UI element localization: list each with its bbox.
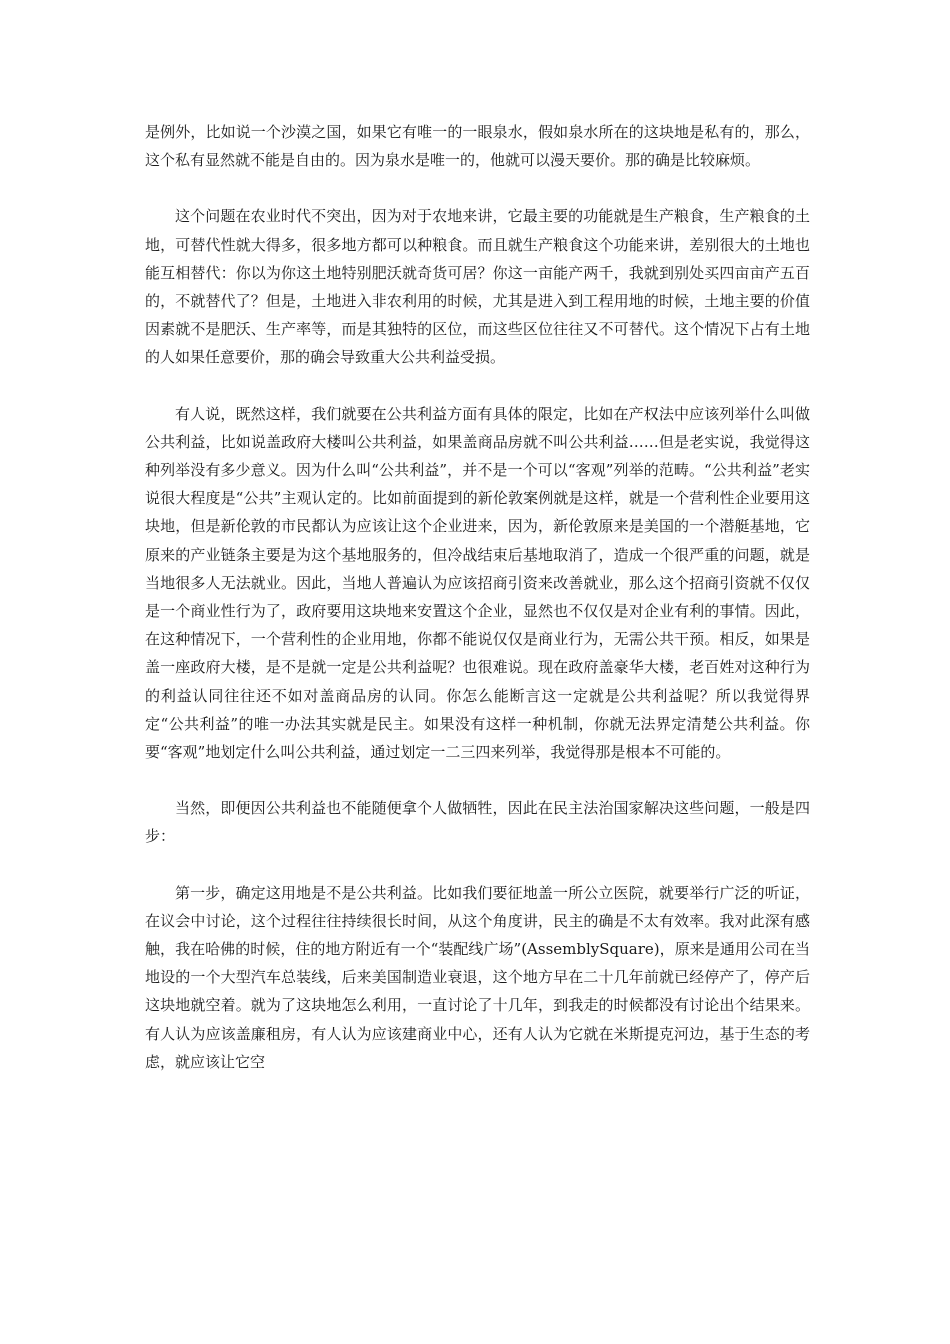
paragraph-1: 是例外，比如说一个沙漠之国，如果它有唯一的一眼泉水，假如泉水所在的这块地是私有的，那么，这个私有显然就不能是自由的。因为泉水是唯一的，他就可以漫天要价。那的确是比较麻烦。 (145, 123, 810, 170)
paragraph-5: 第一步，确定这用地是不是公共利益。比如我们要征地盖一所公立医院，就要举行广泛的听证，在议会中讨论，这个过程往往持续很长时间，从这个角度讲，民主的确是不太有效率。我对此深有感触，我在哈佛的时候，住的地方附近有一个“装配线广场”(AssemblySquare)，原来是通用公司在当地设的一个大型汽车总装线，后来美国制造业衰退，这个地方早在二十几年前就已经停产了，停产后这块地就空着。就为了这块地怎么利用，一直讨论了十几年，到我走的时候都没有讨论出个结果来。有人认为应该盖廉租房，有人认为应该建商业中心，还有人认为它就在米斯提克河边，基于生态的考虑，就应该让它空 (145, 883, 810, 1071)
document-page (145, 118, 810, 1076)
paragraph-4: 当然，即便因公共利益也不能随便拿个人做牺牲，因此在民主法治国家解决这些问题，一般是四步： (145, 799, 810, 846)
paragraph-2: 这个问题在农业时代不突出，因为对于农地来讲，它最主要的功能就是生产粮食，生产粮食的土地，可替代性就大得多，很多地方都可以种粮食。而且就生产粮食这个功能来讲，差别很大的土地也能互相替代：你以为你这土地特别肥沃就奇货可居？你这一亩能产两千，我就到别处买四亩亩产五百的，不就替代了？但是，土地进入非农利用的时候，尤其是进入到工程用地的时候，土地主要的价值因素就不是肥沃、生产率等，而是其独特的区位，而这些区位往往又不可替代。这个情况下占有土地的人如果任意要价，那的确会导致重大公共利益受损。 (145, 207, 810, 367)
paragraph-3: 有人说，既然这样，我们就要在公共利益方面有具体的限定，比如在产权法中应该列举什么叫做公共利益，比如说盖政府大楼叫公共利益，如果盖商品房就不叫公共利益……但是老实说，我觉得这种列举没有多少意义。因为什么叫“公共利益”，并不是一个可以“客观”列举的范畴。“公共利益”老实说很大程度是“公共”主观认定的。比如前面提到的新伦敦案例就是这样，就是一个营利性企业要用这块地，但是新伦敦的市民都认为应该让这个企业进来，因为，新伦敦原来是美国的一个潜艇基地，它原来的产业链条主要是为这个基地服务的，但冷战结束后基地取消了，造成一个很严重的问题，就是当地很多人无法就业。因此，当地人普遍认为应该招商引资来改善就业，那么这个招商引资就不仅仅是一个商业性行为了，政府要用这块地来安置这个企业，显然也不仅仅是对企业有利的事情。因此，在这种情况下，一个营利性的企业用地，你都不能说仅仅是商业行为，无需公共干预。相反，如果是盖一座政府大楼，是不是就一定是公共利益呢？也很难说。现在政府盖豪华大楼，老百姓对这种行为的利益认同往往还不如对盖商品房的认同。你怎么能断言这一定就是公共利益呢？所以我觉得界定“公共利益”的唯一办法其实就是民主。如果没有这样一种机制，你就无法界定清楚公共利益。你要“客观”地划定什么叫公共利益，通过划定一二三四来列举，我觉得那是根本不可能的。 (145, 404, 810, 762)
